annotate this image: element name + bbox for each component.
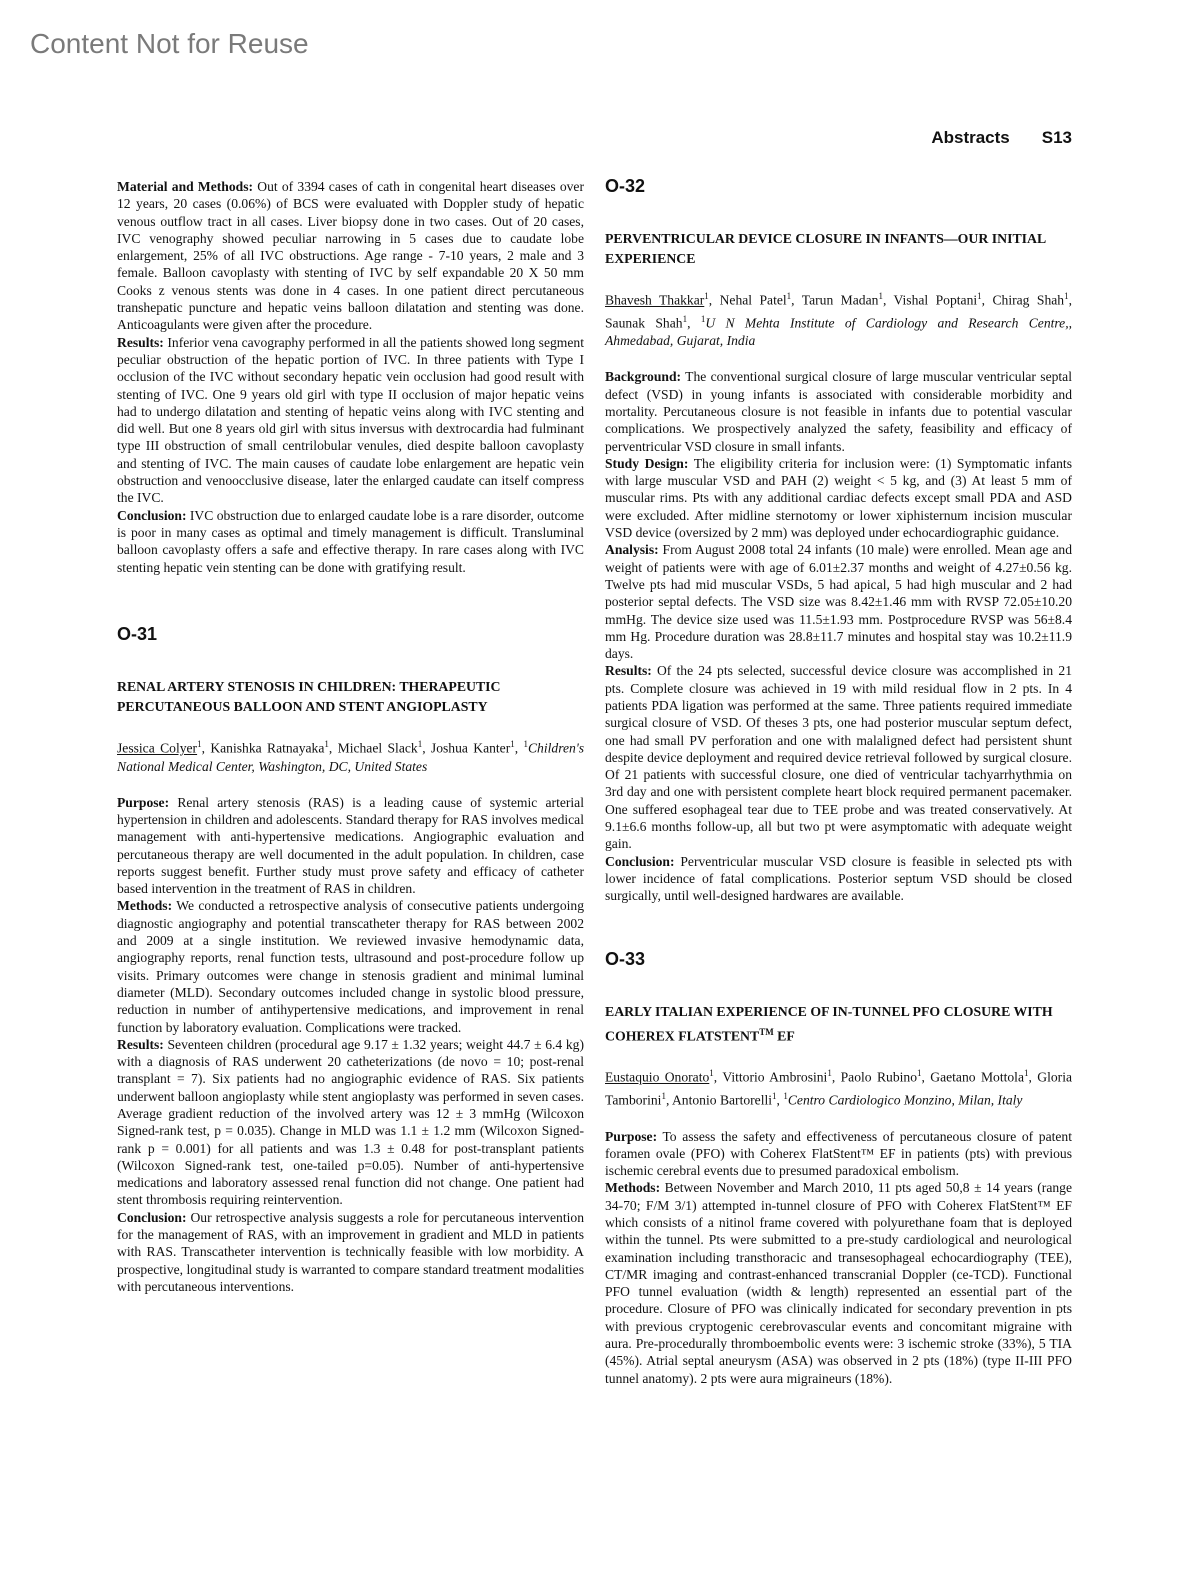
- abstract-title-o33: EARLY ITALIAN EXPERIENCE OF IN-TUNNEL PFO CLOSURE WITH COHEREX FLATSTENT™ EF: [605, 1003, 1053, 1044]
- watermark: Content Not for Reuse: [30, 28, 309, 59]
- o32-study-design: Study Design: The eligibility criteria for inclusion were: (1) Symptomatic infants with large muscular VSD and PAH (2) weight < 5 kg, and (3) At least 5 mm of muscular rims. Pts with any additional cardiac defects except small PDA and ASD were excluded. After midline sternotomy or lower xiphisternum incision muscular VSD device (oversized by 2 mm) was deployed under echocardiographic guidance.: [605, 455, 1072, 541]
- o32-background: Background: The conventional surgical closure of large muscular ventricular septal defect (VSD) in young infants is associated with considerable morbidity and mortality. Percutaneous closure is not feasible in infants due to potential vascular complications. We prospectively analyzed the safety, feasibility and efficacy of perventricular VSD closure in small infants.: [605, 369, 1072, 454]
- o32-analysis: Analysis: From August 2008 total 24 infants (10 male) were enrolled. Mean age and weight of patients were with age of 6.01±2.37 months and weight of 4.27±0.56 kg. Twelve pts had mid muscular VSDs, 5 had apical, 5 had high muscular and 2 had posterior septal defects. The VSD size was 8.42±1.46 mm with RVSP 72.05±10.20 mmHg. The device size used was 11.5±1.93 mm. Postprocedure RVSP was 56±8.4 mm Hg. Procedure duration was 28.8±11.7 minutes and hospital stay was 10.2±11.9 days.: [605, 542, 1072, 662]
- abstract-title-o31: RENAL ARTERY STENOSIS IN CHILDREN: THERAPEUTIC PERCUTANEOUS BALLOON AND STENT ANGIOPLASTY: [117, 679, 501, 715]
- abstract-id-o31: O-31: [117, 623, 158, 644]
- abstract-id-o33: O-33: [605, 948, 646, 969]
- authors-o33: Eustaquio Onorato$^1$, Vittorio Ambrosini$^1$, Paolo Rubino$^1$, Gaetano Mottola$^1$, Gloria Tamborini$^1$, Antonio Bartorelli$^1$, $^1$Centro Cardiologico Monzino, Milan, Italy: [605, 1068, 1073, 1108]
- authors-o32: Bhavesh Thakkar$^1$, Nehal Patel$^1$, Tarun Madan$^1$, Vishal Poptani$^1$, Chirag Shah$^1$, Saunak Shah$^1$, $^1$U N Mehta Institute of Cardiology and Research Centre,, Ahmedabad, Gujarat, India: [605, 291, 1073, 349]
- page-number: S13: [1041, 128, 1072, 147]
- running-head: [931, 128, 1072, 148]
- running-head-section: Abstracts: [931, 128, 1010, 147]
- o32-results: Results: Of the 24 pts selected, successful device closure was accomplished in 21 pts. Complete closure was achieved in 19 with mild residual flow in 2 pts. In 4 patients PDA ligation was performed at the same. Three patients required immediate surgical closure of VSD. Of theses 3 pts, one had posterior muscular septum defect, one had small PV perforation and one with malaligned defect had persistent shunt despite device deployment and required device retrieval followed by surgical closure. Of 21 patients with successful closure, one died of ventricular tachyarrhythmia on 3rd day and one with persistent complete heart block required permanent pacemaker. One suffered esophageal tear due to TEE probe and was treated conservatively. At 9.1±6.6 months follow-up, all but two pt were asymptomatic with adequate weight gain.: [605, 663, 1072, 852]
- abstract-id-o32: O-32: [605, 176, 646, 196]
- o32-conclusion: Conclusion: Perventricular muscular VSD closure is feasible in selected pts with lower incidence of fatal complications. Posterior septum VSD should be closed surgically, until well-designed hardwares are available.: [605, 853, 1072, 904]
- continued-abstract-methods: Material and Methods: Out of 3394 cases of cath in congenital heart diseases over 12 years, 20 cases (0.06%) of BCS were evaluated with Doppler study of hepatic venous outflow tract in all cases. Liver biopsy done in two cases. Out of 20 cases, IVC venography showed peculiar narrowing in 5 cases due to caudate lobe enlargement, 25% of all IVC obstructions. Age range - 7-10 years, 2 male and 3 female. Balloon cavoplasty with stenting of IVC by self expandable 20 X 50 mm Cooks z venous stents was done in 4 cases. In one patient direct percutaneous transhepatic puncture and hepatic veins balloon dilatation and stenting was done. Anticoagulants were given after the procedure.: [117, 179, 584, 333]
- o31-conclusion: Conclusion: Our retrospective analysis suggests a role for percutaneous intervention for the management of RAS, with an improvement in gradient and MLD in patients with RAS. Transcatheter intervention is technically feasible with low morbidity. A prospective, longitudinal study is warranted to compare standard treatment modalities with percutaneous interventions.: [117, 1209, 584, 1294]
- o31-results: Results: Seventeen children (procedural age 9.17 ± 1.32 years; weight 44.7 ± 6.4 kg) with a diagnosis of RAS underwent 20 catheterizations (de novo = 10; post-renal transplant = 7). Six patients had no angiographic evidence of RAS. Six patients underwent balloon angioplasty while stent angioplasty was performed in seven cases. Average gradient reduction of the involved artery was 12 ± 3 mmHg (Wilcoxon Signed-rank test, p = 0.035). Change in MLD was 1.1 ± 1.2 mm (Wilcoxon Signed-rank p = 0.001) for all patients and was 1.3 ± 0.48 for post-transplant patients (Wilcoxon Signed-rank test, one-tailed p=0.05). Number of anti-hypertensive medications and laboratory assessed renal function did not change. One patient had stent thrombosis requiring reintervention.: [117, 1036, 584, 1208]
- abstract-title-o32: PERVENTRICULAR DEVICE CLOSURE IN INFANTS—OUR INITIAL EXPERIENCE: [605, 231, 1046, 267]
- continued-abstract-conclusion: Conclusion: IVC obstruction due to enlarged caudate lobe is a rare disorder, outcome is poor in many cases as optimal and timely management is difficult. Transluminal balloon cavoplasty offers a safe and effective therapy. In rare cases along with IVC stenting hepatic vein stenting can be done with gratifying result.: [117, 507, 584, 575]
- o33-methods: Methods: Between November and March 2010, 11 pts aged 50,8 ± 14 years (range 34-70; F/M 3/1) attempted in-tunnel closure of PFO with Coherex FlatStent™ EF which consists of a nitinol frame covered with polyurethane foam that is deployed within the tunnel. Pts were submitted to a pre-study cardiological and neurological examination including transthoracic and transesophageal echocardiography (TEE), CT/MR imaging and contrast-enhanced transcranial Doppler (ce-TCD). Functional PFO tunnel evaluation (width & length) represented an essential part of the procedure. Closure of PFO was clinically indicated for secondary prevention in pts with previous cryptogenic cerebrovascular events and concomitant migraine with aura. Pre-procedurally thromboembolic events were: 3 ischemic stroke (33%), 5 TIA (45%). Atrial septal aneurysm (ASA) was observed in 2 pts (18%) (type II-III PFO tunnel anatomy). 2 pts were aura migraineurs (18%).: [605, 1180, 1072, 1386]
- left-column: [117, 178, 584, 1295]
- right-column: [605, 178, 1072, 1387]
- o31-purpose: Purpose: Renal artery stenosis (RAS) is a leading cause of systemic arterial hypertension in children and adolescents. Standard therapy for RAS involves medical management with anti-hypertensive medications. Angiographic evaluation and percutaneous therapy are well documented in the adult population. In children, case reports suggest benefit. Further study must prove safety and efficacy of catheter based intervention in the treatment of RAS in children.: [117, 794, 584, 897]
- continued-abstract-results: Results: Inferior vena cavography performed in all the patients showed long segment peculiar obstruction of the hepatic portion of IVC. In three patients with Type I occlusion of the IVC without secondary hepatic vein occlusion had good result with stenting of IVC. One 9 years old girl with type II occlusion of major hepatic veins had to undergo dilatation and stenting of hepatic veins along with IVC stenting and did well. But one 8 years old girl with situs inversus with dextrocardia had fulminant type III obstruction of small centrilobular venules, died despite balloon cavoplasty and stenting of IVC. The main causes of caudate lobe enlargement are hepatic vein obstruction and venoocclusive disease, later the enlarged caudate can itself compress the IVC.: [117, 334, 584, 506]
- o31-methods: Methods: We conducted a retrospective analysis of consecutive patients undergoing diagnostic angiography and potential transcatheter therapy for RAS between 2002 and 2009 at a single institution. We reviewed invasive hemodynamic data, angiography reports, renal function tests, ultrasound and post-procedure follow up visits. Primary outcomes were change in stenosis gradient and minimal luminal diameter (MLD). Secondary outcomes included change in systolic blood pressure, reduction in number of antihypertensive medications, and improvement in renal function by laboratory evaluation. Complications were tracked.: [117, 898, 584, 1035]
- o33-purpose: Purpose: To assess the safety and effectiveness of percutaneous closure of patent foramen ovale (PFO) with Coherex FlatStent™ EF in patients (pts) with previous ischemic cerebral events due to presumed paradoxical embolism.: [605, 1128, 1072, 1179]
- authors-o31: Jessica Colyer$^1$, Kanishka Ratnayaka$^1$, Michael Slack$^1$, Joshua Kanter$^1$, $^1$Children's National Medical Center, Washington, DC, United States: [117, 739, 585, 774]
